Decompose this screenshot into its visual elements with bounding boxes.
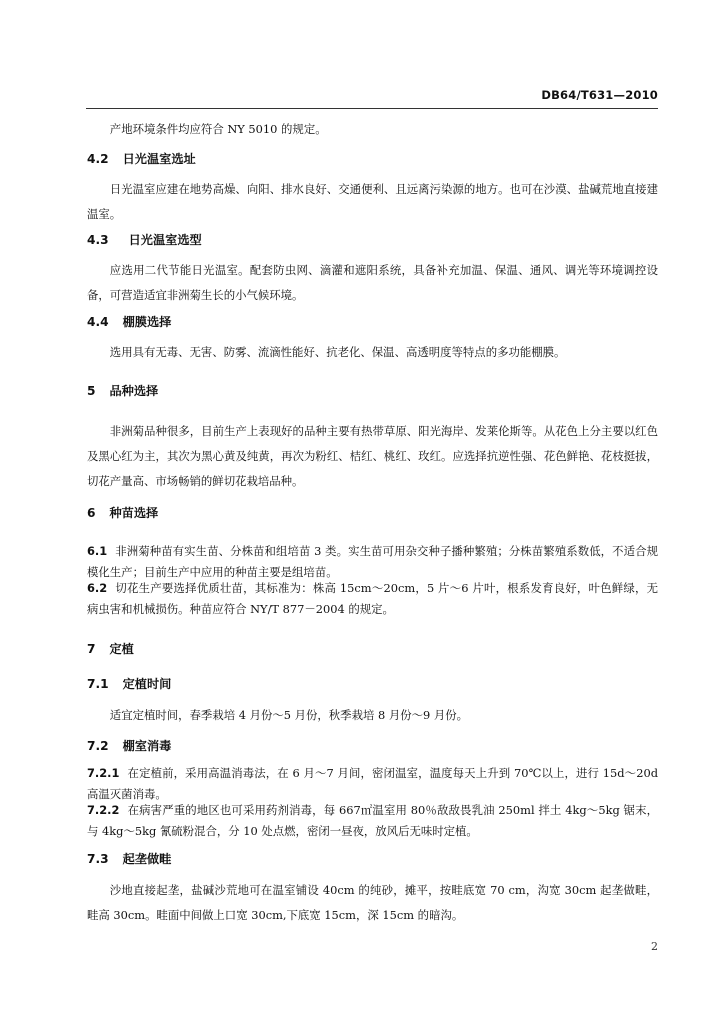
paragraph-6-2 (87, 578, 658, 620)
heading-number: 4.3 (87, 233, 109, 247)
paragraph-carryover: 产地环境条件均应符合 NY 5010 的规定。 (109, 122, 327, 136)
heading-4-3 (87, 232, 658, 248)
heading-5 (87, 383, 658, 399)
paragraph-4-3: 应选用二代节能日光温室。配套防虫网、滴灌和遮阳系统，具备补充加温、保温、通风、调光等环境调控设备，可营造适宜非洲菊生长的小气候环境。 (87, 263, 658, 302)
heading-number: 6 (87, 506, 96, 520)
header-divider (86, 108, 658, 109)
heading-title: 品种选择 (109, 384, 159, 398)
heading-number: 7.3 (87, 852, 109, 866)
heading-number: 4.2 (87, 152, 109, 166)
clause-text: 在病害严重的地区也可采用药剂消毒，每 667㎡温室用 80％敌敌畏乳油 250ml 拌土 4kg～5kg 锯末，与 4kg～5kg 氰硫粉混合，分 10 处点燃，密闭一昼夜，放风后无味时定植。 (87, 803, 658, 838)
heading-title: 定植 (109, 642, 134, 656)
clause-text: 在定植前，采用高温消毒法，在 6 月～7 月间，密闭温室，温度每天上升到 70℃以上，进行 15d～20d 高温灭菌消毒。 (87, 766, 658, 801)
paragraph-6-1 (87, 541, 658, 583)
clause-text: 非洲菊种苗有实生苗、分株苗和组培苗 3 类。实生苗可用杂交种子播种繁殖；分株苗繁殖系数低，不适合规模化生产；目前生产中应用的种苗主要是组培苗。 (87, 544, 658, 579)
heading-title: 棚膜选择 (122, 315, 172, 329)
heading-7-1 (87, 676, 658, 692)
clause-number: 6.2 (87, 581, 108, 595)
heading-6 (87, 505, 658, 521)
heading-number: 5 (87, 384, 96, 398)
heading-4-4 (87, 314, 658, 330)
paragraph-5: 非洲菊品种很多，目前生产上表现好的品种主要有热带草原、阳光海岸、发莱伦斯等。从花色上分主要以红色及黑心红为主，其次为黑心黄及纯黄，再次为粉红、桔红、桃红、玫红。应选择抗逆性强、花色鲜艳、花枝挺拔，切花产量高、市场畅销的鲜切花栽培品种。 (87, 424, 658, 488)
paragraph-7-2-1 (87, 763, 658, 805)
page-number: 2 (651, 940, 658, 953)
heading-title: 起垄做畦 (122, 852, 172, 866)
heading-7 (87, 641, 658, 657)
standard-code: DB64/T631—2010 (541, 88, 658, 102)
heading-title: 日光温室选址 (122, 152, 196, 166)
paragraph-4-4: 选用具有无毒、无害、防雾、流滴性能好、抗老化、保温、高透明度等特点的多功能棚膜。 (109, 345, 566, 359)
heading-title: 定植时间 (122, 677, 172, 691)
heading-4-2 (87, 151, 658, 167)
clause-number: 7.2.2 (87, 803, 120, 817)
paragraph-7-3: 沙地直接起垄，盐碱沙荒地可在温室铺设 40cm 的纯砂，摊平，按畦底宽 70 cm，沟宽 30cm 起垄做畦，畦高 30cm。畦面中间做上口宽 30cm,下底宽 15cm，深 15cm 的暗沟。 (87, 883, 658, 922)
paragraph-4-2: 日光温室应建在地势高燥、向阳、排水良好、交通便利、且远离污染源的地方。也可在沙漠、盐碱荒地直接建温室。 (87, 182, 658, 221)
heading-number: 4.4 (87, 315, 109, 329)
heading-number: 7.1 (87, 677, 109, 691)
heading-7-2 (87, 738, 658, 754)
clause-text: 切花生产要选择优质壮苗，其标准为：株高 15cm～20cm，5 片～6 片叶，根系发育良好，叶色鲜绿，无病虫害和机械损伤。种苗应符合 NY/T 877－2004 的规定。 (87, 581, 658, 616)
paragraph-7-2-2 (87, 800, 658, 842)
clause-number: 7.2.1 (87, 766, 120, 780)
heading-title: 日光温室选型 (128, 233, 202, 247)
heading-number: 7.2 (87, 739, 109, 753)
heading-title: 棚室消毒 (122, 739, 172, 753)
heading-number: 7 (87, 642, 96, 656)
paragraph-7-1: 适宜定植时间，春季栽培 4 月份～5 月份，秋季栽培 8 月份～9 月份。 (109, 708, 469, 722)
heading-title: 种苗选择 (109, 506, 159, 520)
clause-number: 6.1 (87, 544, 108, 558)
heading-7-3 (87, 851, 658, 867)
